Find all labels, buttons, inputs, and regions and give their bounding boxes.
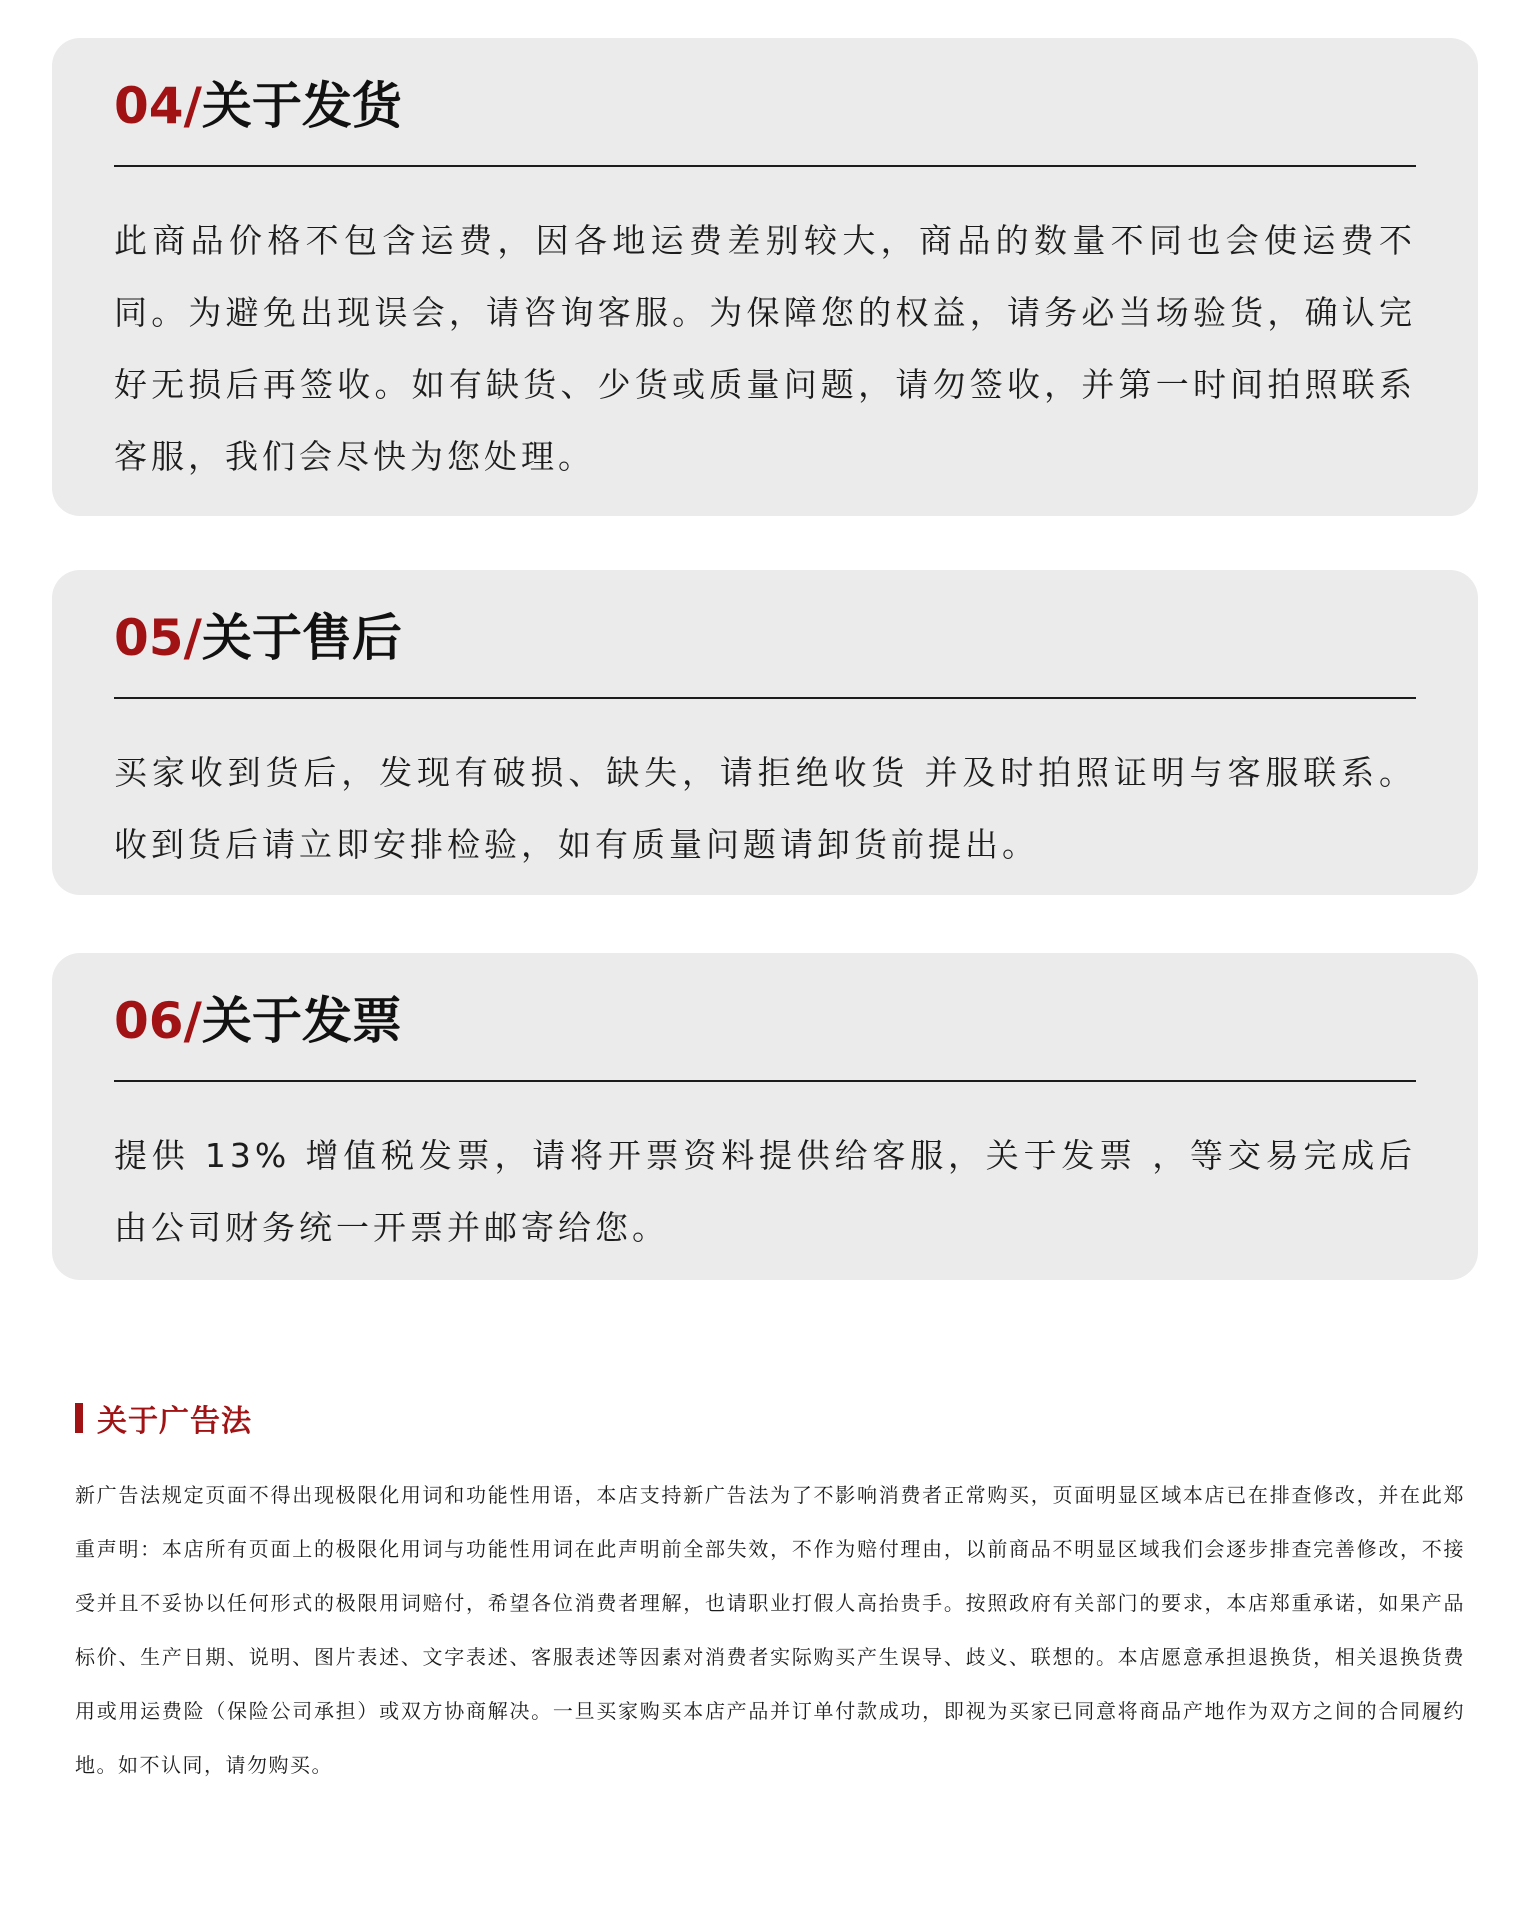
section-card-shipping [52,38,1478,516]
heading-accent-bar [75,1403,83,1433]
section-title-shipping [114,38,1416,140]
section-number: 04/ [114,77,202,135]
section-title-text: 关于发货 [201,77,402,135]
section-body-shipping: 此商品价格不包含运费，因各地运费差别较大，商品的数量不同也会使运费不同。为避免出现误会，请咨询客服。为保障您的权益，请务必当场验货，确认完好无损后再签收。如有缺货、少货或质量问题，请勿签收，并第一时间拍照联系客服，我们会尽快为您处理。 [114,221,1416,476]
section-number: 06/ [114,992,202,1050]
section-number: 05/ [114,609,202,667]
section-card-invoice [52,953,1478,1280]
section-title-text: 关于售后 [201,609,402,667]
advertising-law-title: 关于广告法 [97,1404,252,1439]
advertising-law-section [75,1398,1465,1792]
section-card-after-sales [52,570,1478,895]
section-title-invoice [114,953,1416,1055]
section-title-text: 关于发票 [201,992,402,1050]
section-title-after-sales [114,570,1416,672]
section-body-after-sales: 买家收到货后，发现有破损、缺失，请拒绝收货 并及时拍照证明与客服联系。收到货后请立即安排检验，如有质量问题请卸货前提出。 [114,753,1416,864]
advertising-law-body: 新广告法规定页面不得出现极限化用词和功能性用语，本店支持新广告法为了不影响消费者正常购买，页面明显区域本店已在排查修改，并在此郑重声明：本店所有页面上的极限化用词与功能性用词在此声明前全部失效，不作为赔付理由，以前商品不明显区域我们会逐步排查完善修改，不接受并且不妥协以任何形式的极限用词赔付，希望各位消费者理解，也请职业打假人高抬贵手。按照政府有关部门的要求，本店郑重承诺，如果产品标价、生产日期、说明、图片表述、文字表述、客服表述等因素对消费者实际购买产生误导、歧义、联想的。本店愿意承担退换货，相关退换货费用或用运费险（保险公司承担）或双方协商解决。一旦买家购买本店产品并订单付款成功，即视为买家已同意将商品产地作为双方之间的合同履约地。如不认同，请勿购买。 [75,1483,1465,1777]
advertising-law-heading [75,1398,1465,1438]
section-body-invoice: 提供 13% 增值税发票，请将开票资料提供给客服，关于发票 ，等交易完成后由公司财务统一开票并邮寄给您。 [114,1136,1416,1247]
